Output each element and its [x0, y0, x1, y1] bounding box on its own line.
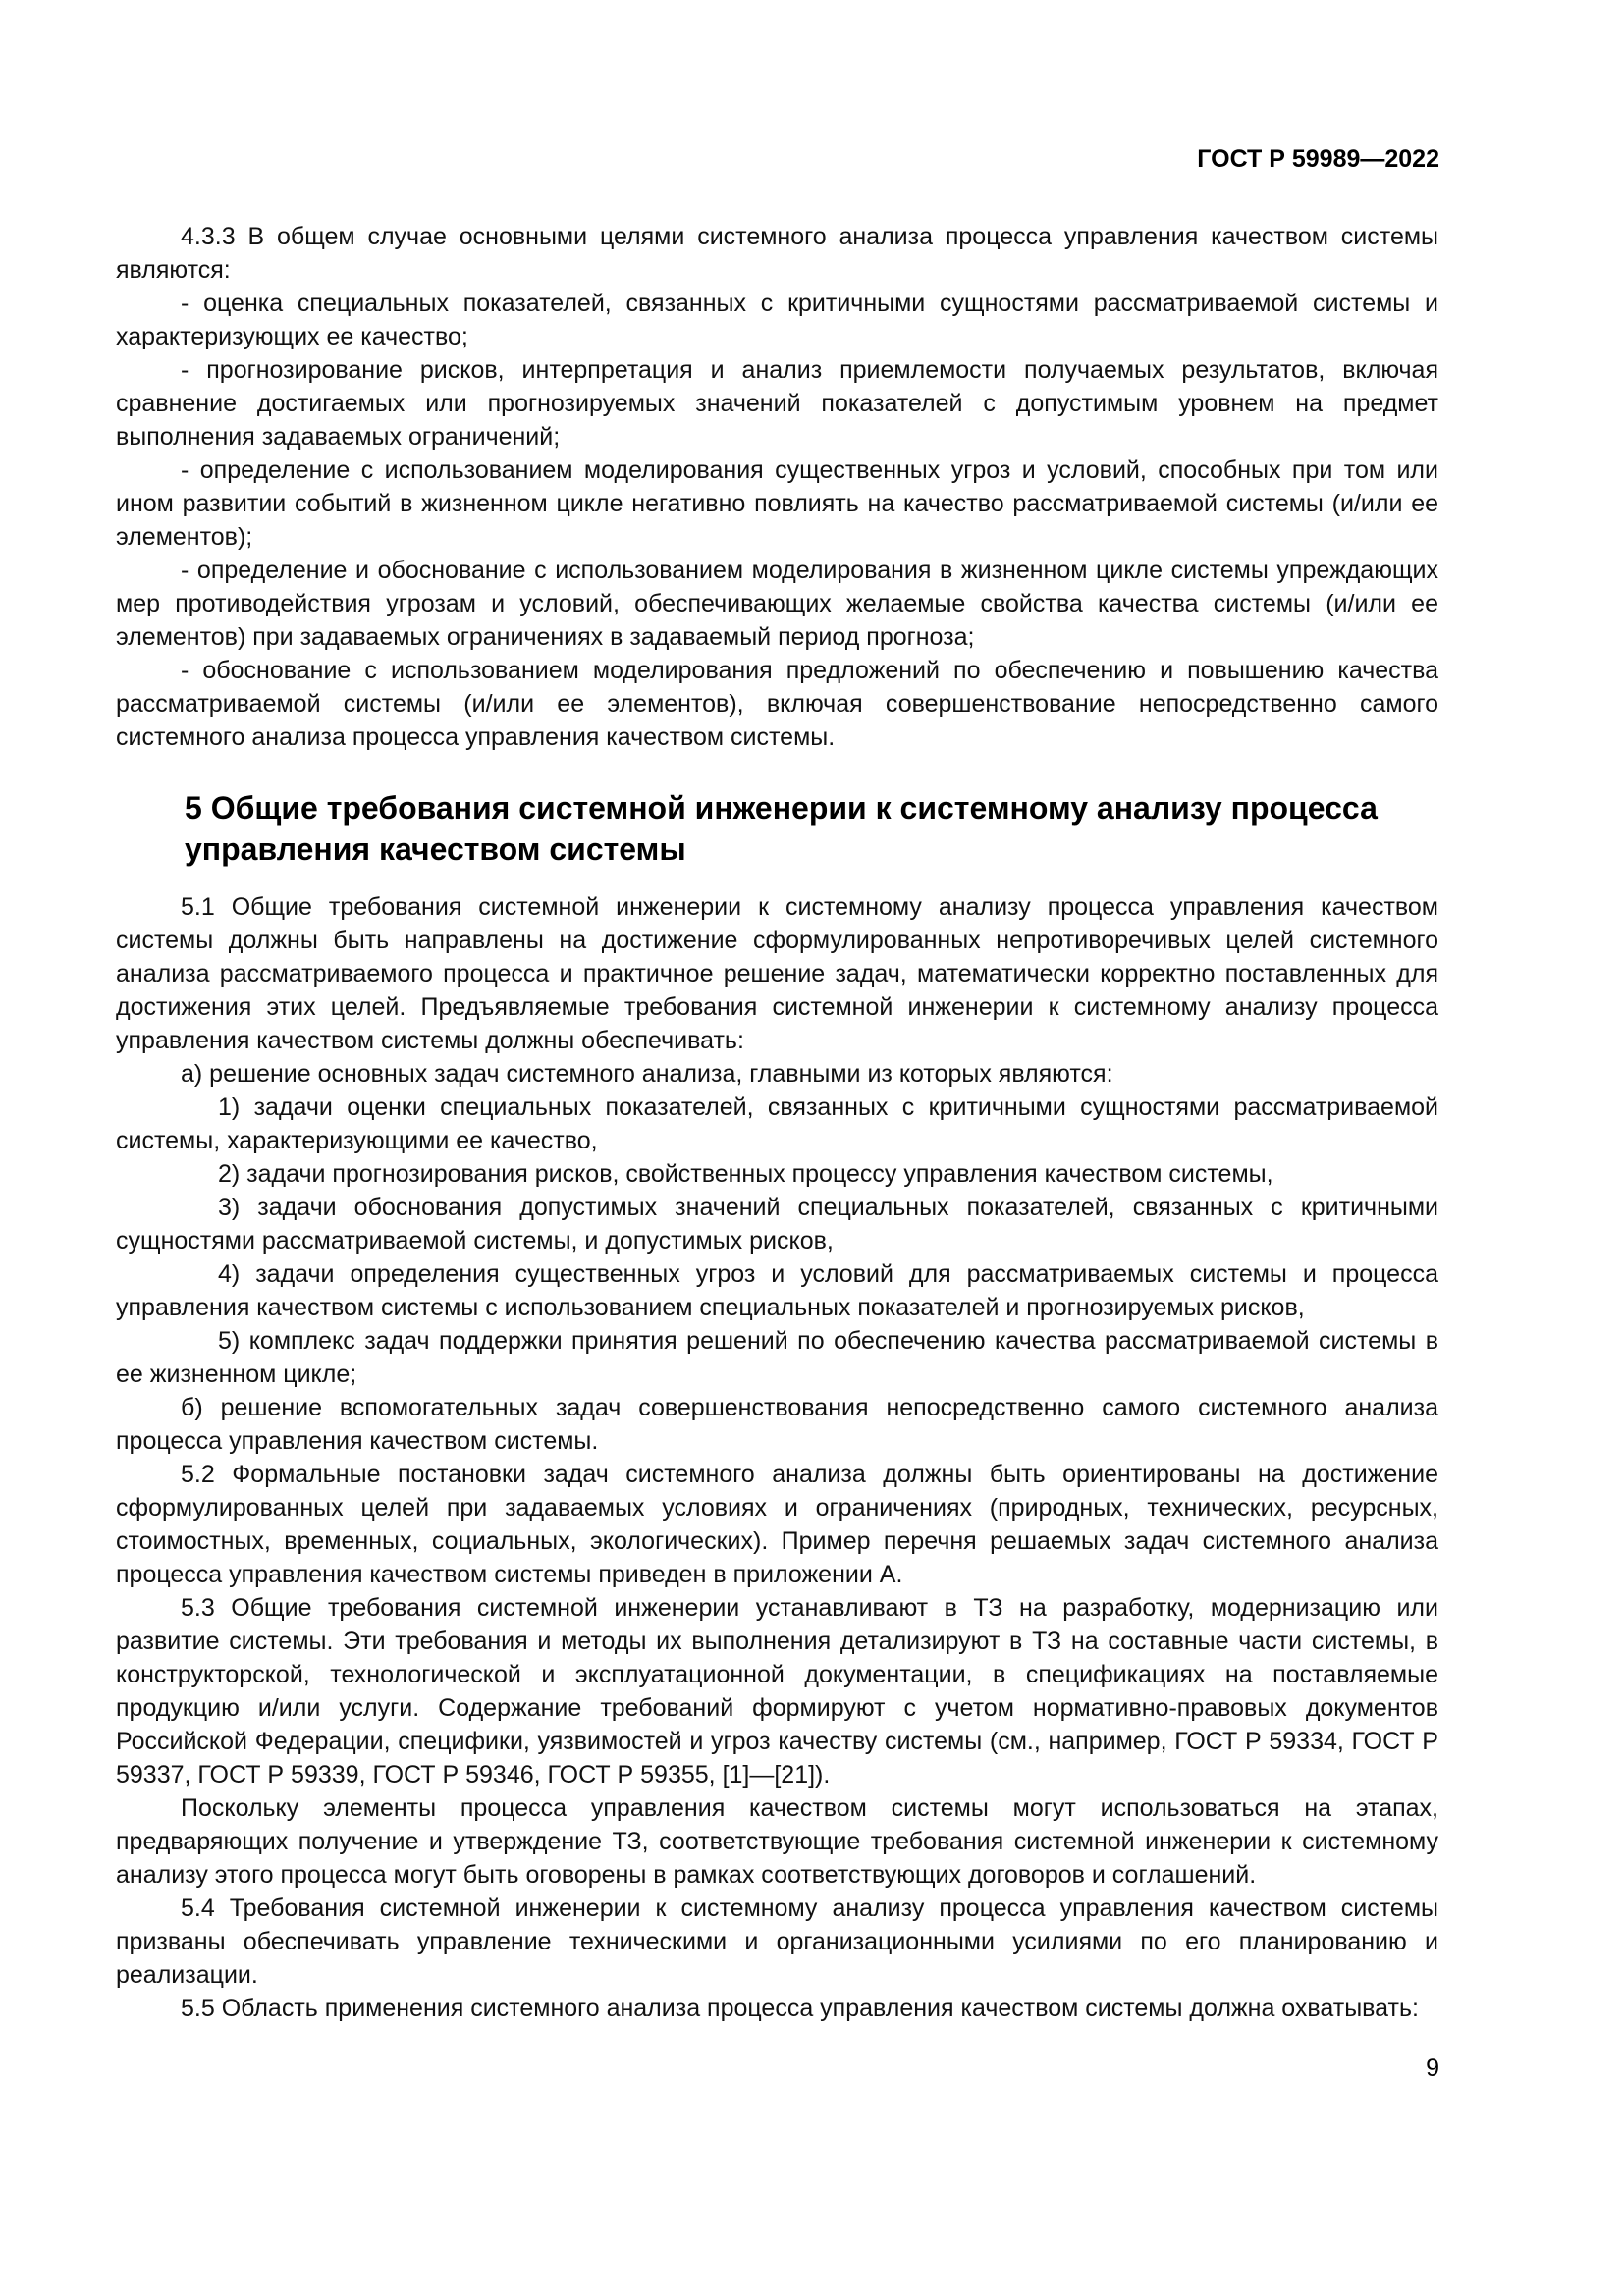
paragraph-5-4: 5.4 Требования системной инженерии к системному анализу процесса управления качеством системы призваны обеспечивать управление техническими и организационными усилиями по его планированию и реализации.: [116, 1895, 1438, 1989]
list-item-a: а) решение основных задач системного анализа, главными из которых являются:: [181, 1060, 1113, 1088]
document-designation: ГОСТ Р 59989—2022: [1197, 145, 1439, 173]
section-5-heading: 5 Общие требования системной инженерии к системному анализу процесса управления качеством системы: [185, 790, 1378, 867]
page-number: 9: [1426, 2055, 1439, 2082]
list-item: - прогнозирование рисков, интерпретация и анализ приемлемости получаемых результатов, включая сравнение достигаемых или прогнозируемых значений показателей с допустимым уровнем на предмет выполнения задаваемых ограничений;: [116, 356, 1438, 451]
paragraph-5-1: 5.1 Общие требования системной инженерии к системному анализу процесса управления качеством системы должны быть направлены на достижение сформулированных непротиворечивых целей системного анализа рассматриваемого процесса и практичное решение задач, математически корректно поставленных для достижения этих целей. Предъявляемые требования системной инженерии к системному анализу процесса управления качеством системы должны обеспечивать:: [116, 893, 1438, 1054]
list-item: - оценка специальных показателей, связанных с критичными сущностями рассматриваемой системы и характеризующих ее качество;: [116, 290, 1438, 350]
list-item: - определение с использованием моделирования существенных угроз и условий, способных при том или ином развитии событий в жизненном цикле негативно повлиять на качество рассматриваемой системы (и/или ее элементов);: [116, 456, 1438, 551]
paragraph-5-2: 5.2 Формальные постановки задач системного анализа должны быть ориентированы на достижение сформулированных целей при задаваемых условиях и ограничениях (природных, технических, ресурсных, стоимостных, временных, социальных, экологических). Пример перечня решаемых задач системного анализа процесса управления качеством системы приведен в приложении А.: [116, 1461, 1438, 1588]
paragraph-5-3-continued: Поскольку элементы процесса управления качеством системы могут использоваться на этапах, предваряющих получение и утверждение ТЗ, соответствующие требования системной инженерии к системному анализу этого процесса могут быть оговорены в рамках соответствующих договоров и соглашений.: [116, 1794, 1438, 1889]
paragraph-4-3-3-intro: 4.3.3 В общем случае основными целями системного анализа процесса управления качеством системы являются:: [116, 223, 1438, 284]
list-item-b: б) решение вспомогательных задач совершенствования непосредственно самого системного анализа процесса управления качеством системы.: [116, 1394, 1438, 1455]
paragraph-5-5: 5.5 Область применения системного анализа процесса управления качеством системы должна охватывать:: [181, 1995, 1419, 2022]
list-item: - определение и обоснование с использованием моделирования в жизненном цикле системы упреждающих мер противодействия угрозам и условий, обеспечивающих желаемые свойства качества системы (и/или ее элементов) при задаваемых ограничениях в задаваемый период прогноза;: [116, 557, 1438, 651]
sub-list-item: 5) комплекс задач поддержки принятия решений по обеспечению качества рассматриваемой системы в ее жизненном цикле;: [116, 1327, 1438, 1388]
sub-list-item: 4) задачи определения существенных угроз и условий для рассматриваемых системы и процесса управления качеством системы с использованием специальных показателей и прогнозируемых рисков,: [116, 1260, 1438, 1321]
paragraph-5-3: 5.3 Общие требования системной инженерии устанавливают в ТЗ на разработку, модернизацию или развитие системы. Эти требования и методы их выполнения детализируют в ТЗ на составные части системы, в конструкторской, технологической и эксплуатационной документации, в спецификациях на поставляемые продукцию и/или услуги. Содержание требований формируют с учетом нормативно-правовых документов Российской Федерации, специфики, уязвимостей и угроз качеству системы (см., например, ГОСТ Р 59334, ГОСТ Р 59337, ГОСТ Р 59339, ГОСТ Р 59346, ГОСТ Р 59355, [1]—[21]).: [116, 1594, 1438, 1789]
sub-list-item: 3) задачи обоснования допустимых значений специальных показателей, связанных с критичными сущностями рассматриваемой системы, и допустимых рисков,: [116, 1194, 1438, 1255]
page-body: [116, 220, 1438, 2025]
sub-list-item: 2) задачи прогнозирования рисков, свойственных процессу управления качеством системы,: [218, 1160, 1273, 1188]
list-item: - обоснование с использованием моделирования предложений по обеспечению и повышению качества рассматриваемой системы (и/или ее элементов), включая совершенствование непосредственно самого системного анализа процесса управления качеством системы.: [116, 657, 1438, 751]
sub-list-item: 1) задачи оценки специальных показателей, связанных с критичными сущностями рассматриваемой системы, характеризующими ее качество,: [116, 1094, 1438, 1154]
